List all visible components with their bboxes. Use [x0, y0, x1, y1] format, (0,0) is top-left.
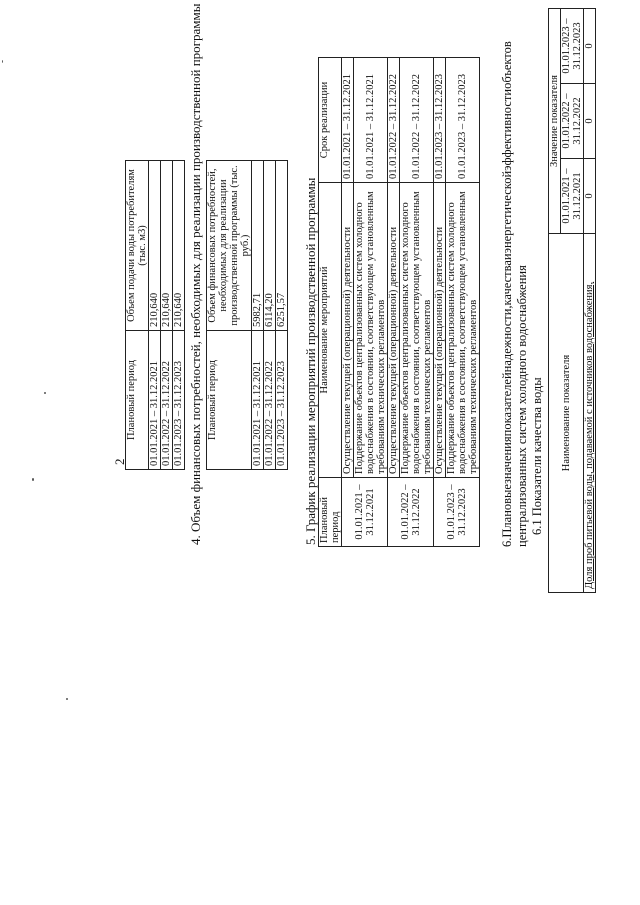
- amount-cell: 5982,71: [252, 161, 264, 331]
- measure-cell: Поддержание объектов централизованных систем холодного водоснабжения в состоянии, соответствующем установленным требованиям технических регламентов: [446, 183, 480, 478]
- column-header: Плановый период: [319, 478, 342, 547]
- period-header: 01.01.2023 – 31.12.2023: [561, 9, 584, 84]
- section-6-heading-line-1: [500, 41, 515, 547]
- heading-word: эффективности: [500, 88, 514, 171]
- financial-needs-table: [206, 160, 288, 470]
- section-6-heading-line-2: централизованных систем холодного водоснабжения: [515, 265, 529, 547]
- value-cell: 0: [584, 84, 596, 159]
- term-cell: 01.01.2021 – 31.12.2021: [342, 58, 354, 183]
- term-cell: 01.01.2022 – 31.12.2022: [388, 58, 400, 183]
- section-4-heading: 4. Объем финансовых потребностей, необходимых для реализации производственной программы: [188, 3, 203, 545]
- column-header: Плановый период: [207, 331, 252, 470]
- volume-cell: 210,640: [173, 161, 185, 331]
- column-header: Объем финансовых потребностей, необходимых для реализации производственной программы (тыс. руб.): [207, 161, 252, 331]
- heading-word: Плановые: [500, 484, 514, 538]
- amount-cell: 6114,20: [264, 161, 276, 331]
- period-cell: 01.01.2022 – 31.12.2022: [161, 331, 173, 470]
- table-header-row: [319, 58, 342, 547]
- section-5-heading: 5. График реализации мероприятий производственной программы: [303, 177, 318, 545]
- period-cell: 01.01.2022 – 31.12.2022: [388, 478, 434, 547]
- table-header-row: [126, 161, 149, 470]
- table-row: [276, 161, 288, 470]
- value-cell: 0: [584, 9, 596, 84]
- scan-speck: [2, 60, 3, 63]
- heading-word: качества: [500, 260, 514, 306]
- table-row: [388, 58, 400, 547]
- scan-speck: [44, 392, 46, 394]
- heading-word: показателей: [500, 372, 514, 437]
- column-header: Плановый период: [126, 331, 149, 470]
- measure-cell: Поддержание объектов централизованных систем холодного водоснабжения в состоянии, соответствующем установленным требованиям технических регламентов: [400, 183, 434, 478]
- column-header: Срок реализации: [319, 58, 342, 183]
- subsection-6-1-heading: 6.1 Показатели качества воды: [530, 377, 544, 535]
- table-row: [252, 161, 264, 470]
- amount-cell: 6251,57: [276, 161, 288, 331]
- table-header-row: [207, 161, 252, 470]
- heading-word: 6.: [500, 537, 514, 547]
- water-quality-table: [548, 8, 596, 593]
- volume-cell: 210,640: [161, 161, 173, 331]
- schedule-table: [318, 57, 480, 547]
- measure-cell: Поддержание объектов централизованных систем холодного водоснабжения в состоянии, соответствующем установленным требованиям технических регламентов: [354, 183, 388, 478]
- table-row: [584, 9, 596, 593]
- table-row: [149, 161, 161, 470]
- table-row: [342, 58, 354, 547]
- term-cell: 01.01.2021 – 31.12.2021: [354, 58, 388, 183]
- term-cell: 01.01.2022 – 31.12.2022: [400, 58, 434, 183]
- period-header: 01.01.2021 – 31.12.2021: [561, 159, 584, 234]
- indicator-name-cell: Доля проб питьевой воды, подаваемой с источников водоснабжения,: [584, 234, 596, 593]
- column-group-header: Значение показателя: [549, 9, 561, 234]
- measure-cell: Осуществление текущей (операционной) деятельности: [434, 183, 446, 478]
- term-cell: 01.01.2023 – 31.12.2023: [446, 58, 480, 183]
- scan-speck: [66, 698, 68, 700]
- heading-word: надежности,: [500, 305, 514, 373]
- scan-speck: [32, 478, 34, 481]
- column-header: Наименование показателя: [549, 234, 584, 593]
- heading-word: и: [500, 253, 514, 261]
- period-cell: 01.01.2023 – 31.12.2023: [434, 478, 480, 547]
- column-header: Объем подачи воды потребителям (тыс. м3): [126, 161, 149, 331]
- water-supply-volume-table: [125, 160, 185, 470]
- period-cell: 01.01.2021 – 31.12.2021: [342, 478, 388, 547]
- period-cell: 01.01.2022 – 31.12.2022: [264, 331, 276, 470]
- value-cell: 0: [584, 159, 596, 234]
- table-row: [400, 58, 434, 547]
- heading-word: объектов: [500, 41, 514, 89]
- heading-word: энергетической: [500, 170, 514, 254]
- period-cell: 01.01.2023 – 31.12.2023: [173, 331, 185, 470]
- measure-cell: Осуществление текущей (операционной) деятельности: [388, 183, 400, 478]
- table-row: [161, 161, 173, 470]
- table-header-row: [549, 9, 561, 593]
- period-cell: 01.01.2023 – 31.12.2023: [276, 331, 288, 470]
- table-row: [354, 58, 388, 547]
- term-cell: 01.01.2023 – 31.12.2023: [434, 58, 446, 183]
- table-row: [434, 58, 446, 547]
- section-6-heading: [500, 41, 545, 547]
- period-cell: 01.01.2021 – 31.12.2021: [149, 331, 161, 470]
- table-row: [173, 161, 185, 470]
- table-row: [446, 58, 480, 547]
- period-header: 01.01.2022 – 31.12.2022: [561, 84, 584, 159]
- period-cell: 01.01.2021 – 31.12.2021: [252, 331, 264, 470]
- heading-word: значения: [500, 436, 514, 485]
- measure-cell: Осуществление текущей (операционной) деятельности: [342, 183, 354, 478]
- page-number: 2: [112, 458, 127, 465]
- table-row: [264, 161, 276, 470]
- column-header: Наименование мероприятий: [319, 183, 342, 478]
- volume-cell: 210,640: [149, 161, 161, 331]
